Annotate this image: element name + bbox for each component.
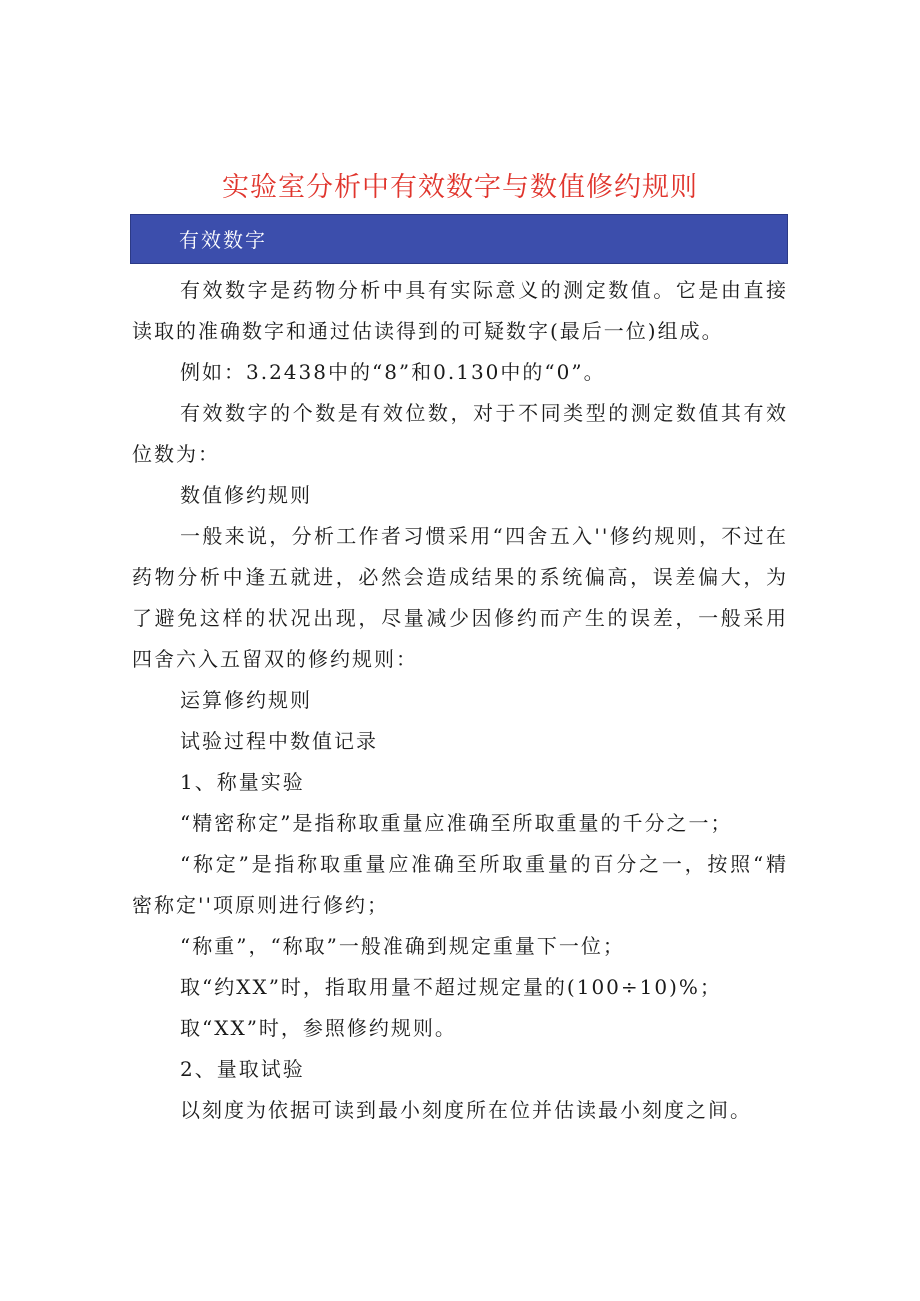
paragraph-example: 例如：3.2438中的“8”和0.130中的“0”。 (180, 360, 606, 384)
heading-operation-rounding: 运算修约规则 (180, 688, 312, 712)
section-header-bar (130, 214, 788, 264)
heading-measuring-test: 2、量取试验 (180, 1057, 305, 1081)
heading-rounding-rules: 数值修约规则 (180, 483, 312, 507)
paragraph-definition: 有效数字是药物分析中具有实际意义的测定数值。它是由直接读取的准确数字和通过估读得到的可疑数字(最后一位)组成。 (132, 278, 788, 343)
paragraph-rounding-explanation: 一般来说，分析工作者习惯采用“四舍五入''修约规则，不过在药物分析中逢五就进，必然会造成结果的系统偏高，误差偏大，为了避免这样的状况出现，尽量减少因修约而产生的误差，一般采用四舍六入五留双的修约规则： (132, 524, 788, 671)
heading-test-records: 试验过程中数值记录 (180, 729, 378, 753)
paragraph-weighing: “称定”是指称取重量应准确至所取重量的百分之一，按照“精密称定''项原则进行修约； (132, 852, 788, 917)
paragraph-weigh-take: “称重”，“称取”一般准确到规定重量下一位； (180, 934, 625, 958)
heading-weighing-test: 1、称量实验 (180, 770, 305, 794)
paragraph-approx-take: 取“约XX”时，指取用量不超过规定量的(100÷10)%； (180, 975, 722, 999)
paragraph-significant-figures: 有效数字的个数是有效位数，对于不同类型的测定数值其有效位数为： (132, 401, 788, 466)
paragraph-scale-reading: 以刻度为依据可读到最小刻度所在位并估读最小刻度之间。 (180, 1098, 752, 1122)
paragraph-precise-weighing: “精密称定”是指称取重量应准确至所取重量的千分之一； (180, 811, 733, 835)
document-title: 实验室分析中有效数字与数值修约规则 (222, 172, 698, 203)
paragraph-xx-take: 取“XX”时，参照修约规则。 (180, 1016, 457, 1040)
section-header-label: 有效数字 (179, 228, 267, 252)
document-body (132, 270, 788, 1131)
